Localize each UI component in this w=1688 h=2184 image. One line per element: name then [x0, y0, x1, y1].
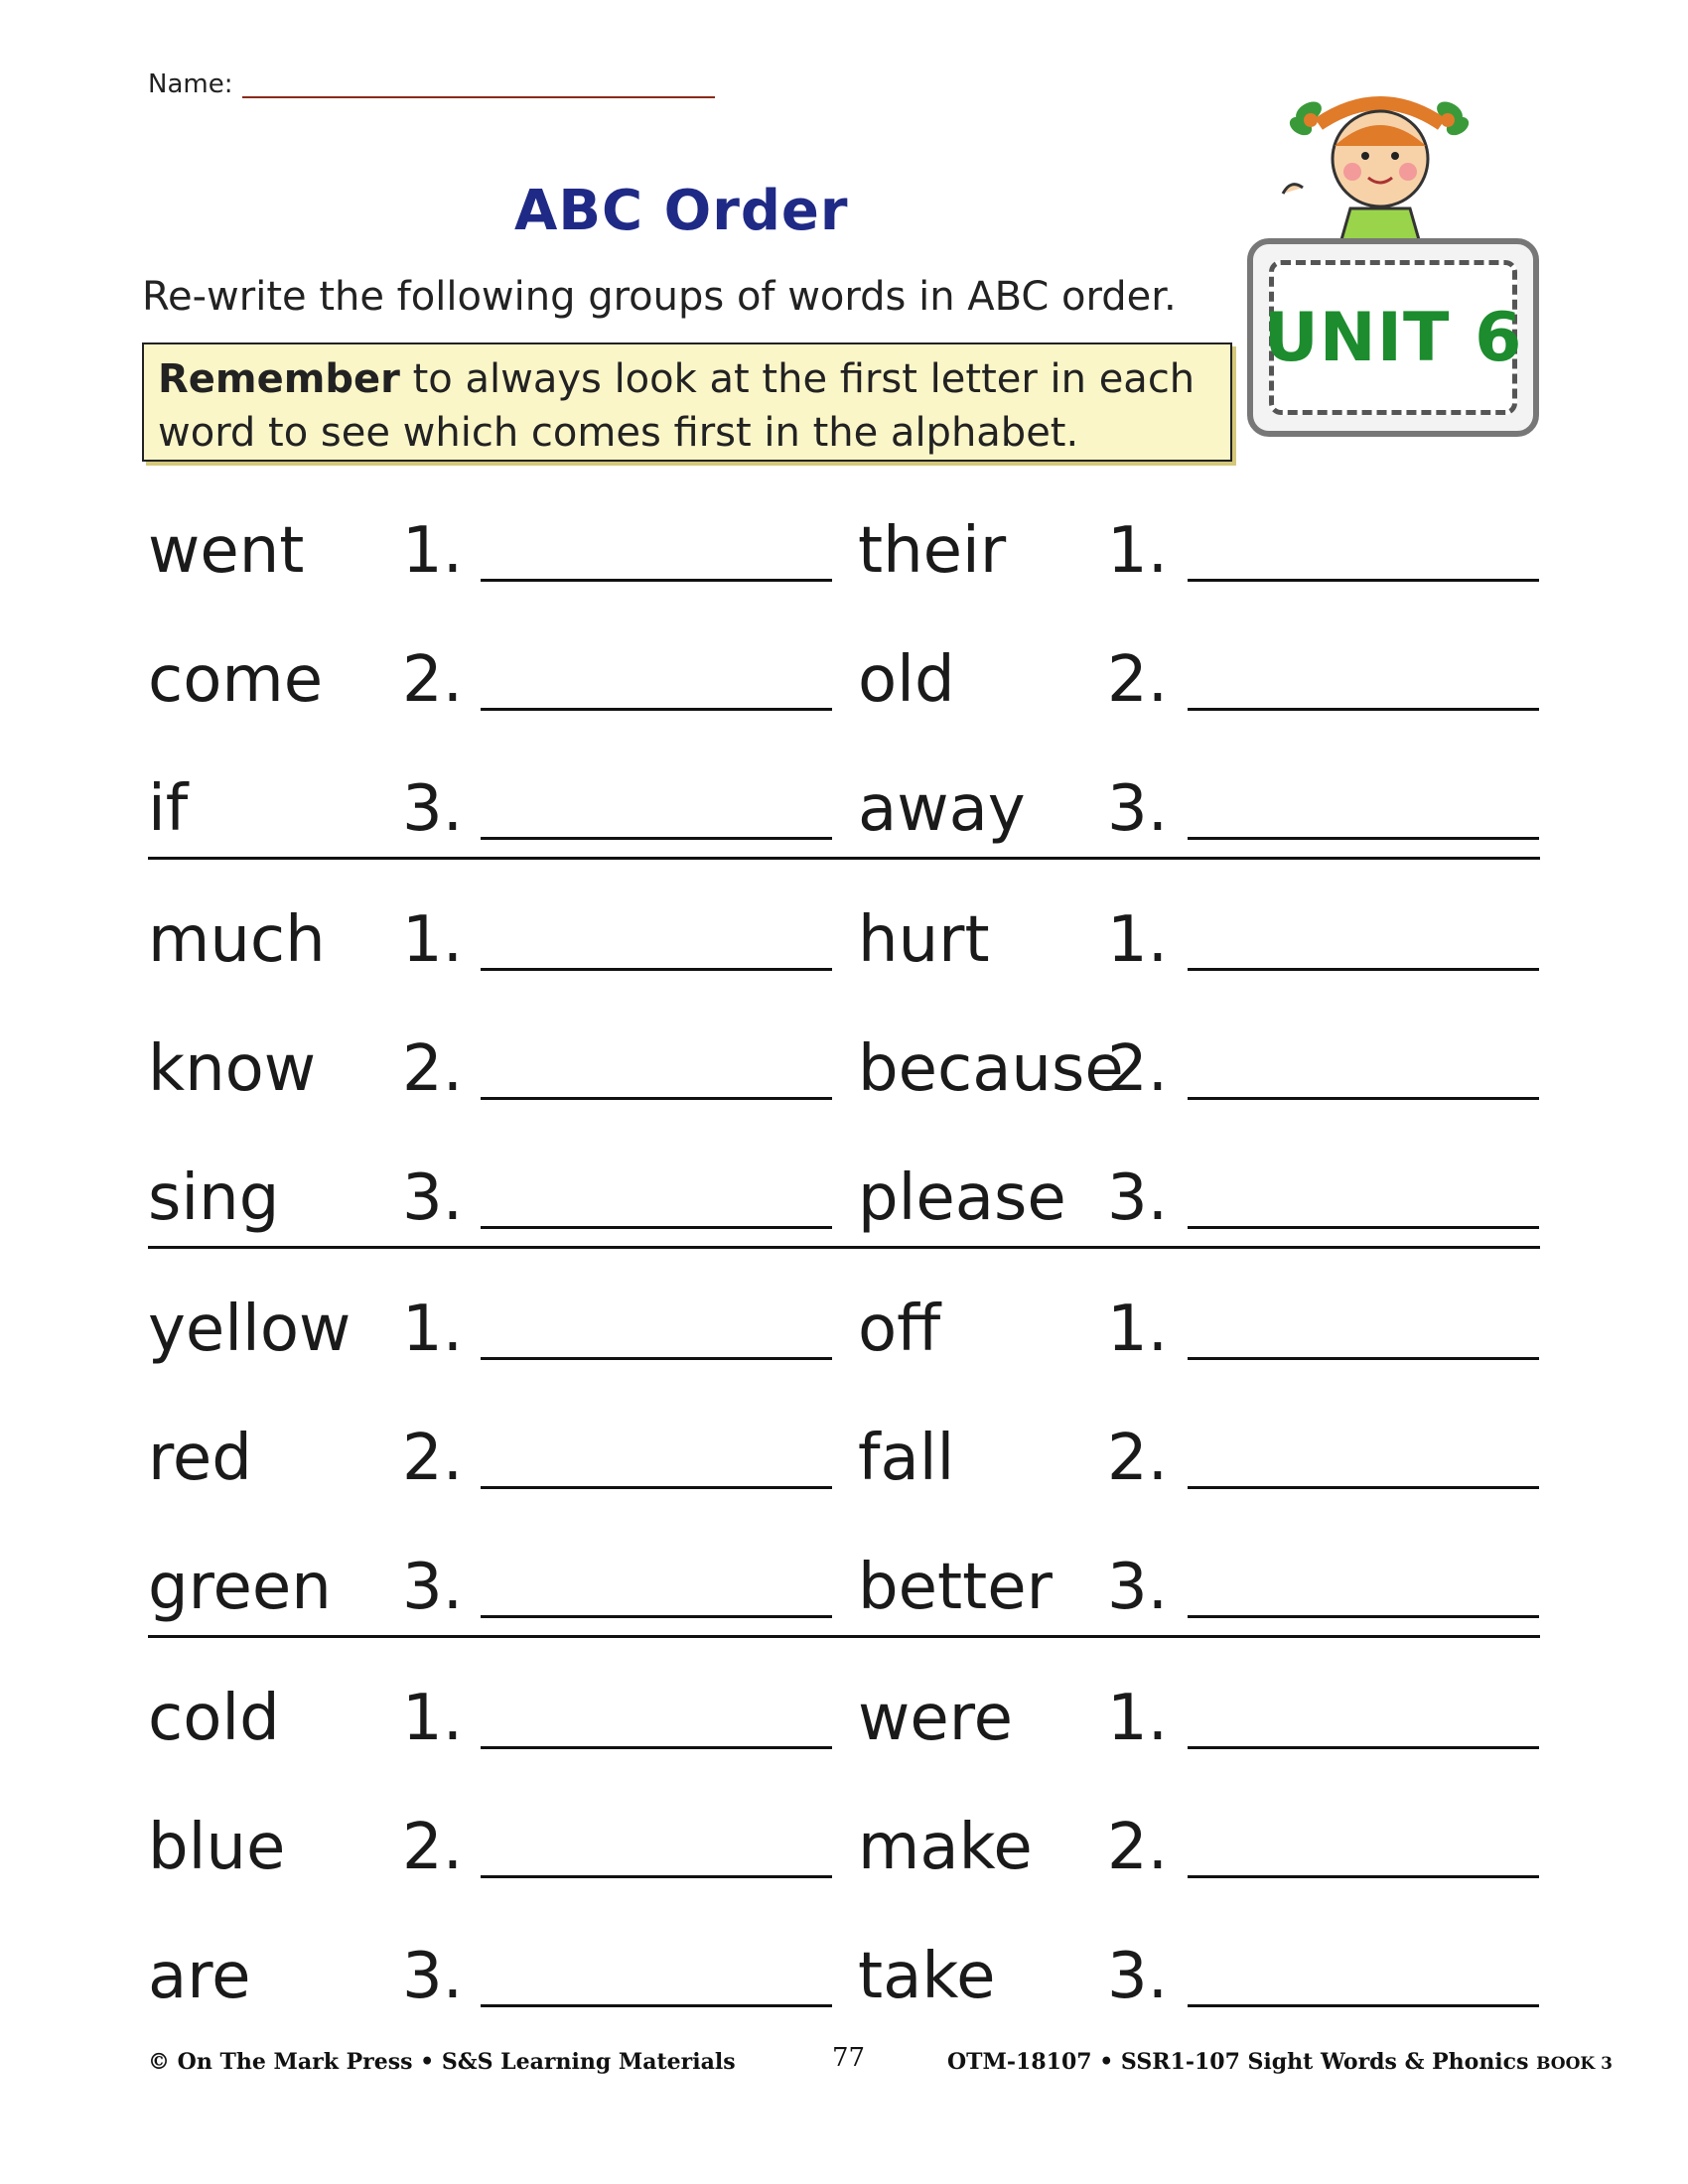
answer-number: 1.	[1107, 1293, 1169, 1366]
answer-number: 2.	[1107, 1422, 1169, 1495]
footer-book: BOOK 3	[1536, 2054, 1613, 2074]
word-right: take	[858, 1940, 996, 2013]
instruction-text: Re-write the following groups of words in ABC order.	[142, 274, 1177, 320]
unit-badge-text: UNIT 6	[1263, 298, 1523, 377]
answer-line[interactable]	[1188, 1033, 1539, 1100]
answer-line[interactable]	[481, 515, 832, 582]
word-right: off	[858, 1293, 941, 1366]
answer-line[interactable]	[1188, 773, 1539, 840]
answer-line[interactable]	[481, 1033, 832, 1100]
answer-number: 3.	[402, 1940, 464, 2013]
word-right: old	[858, 643, 955, 717]
answer-line[interactable]	[481, 1423, 832, 1489]
answer-line[interactable]	[481, 1683, 832, 1749]
word-left: red	[148, 1422, 252, 1495]
word-right: please	[858, 1161, 1066, 1235]
footer-product-code: OTM-18107 • SSR1-107 Sight Words & Phonics	[947, 2049, 1529, 2075]
answer-number: 3.	[1107, 1940, 1169, 2013]
answer-line[interactable]	[1188, 1294, 1539, 1360]
answer-number: 1.	[402, 903, 464, 977]
answer-line[interactable]	[1188, 644, 1539, 711]
girl-illustration	[1271, 84, 1489, 243]
footer-product	[947, 2049, 1613, 2075]
page-number: 77	[832, 2043, 866, 2073]
answer-line[interactable]	[481, 644, 832, 711]
word-left: went	[148, 514, 305, 588]
remember-text: to always look at the first letter in each word to see which comes first in the alphabet.	[158, 356, 1196, 456]
answer-number: 1.	[1107, 903, 1169, 977]
answer-number: 3.	[402, 1161, 464, 1235]
answer-line[interactable]	[1188, 1683, 1539, 1749]
answer-line[interactable]	[481, 1812, 832, 1878]
word-left: yellow	[148, 1293, 352, 1366]
word-left: come	[148, 643, 324, 717]
answer-number: 2.	[402, 643, 464, 717]
word-left: blue	[148, 1811, 286, 1884]
answer-line[interactable]	[1188, 1941, 1539, 2007]
answer-number: 3.	[402, 772, 464, 846]
answer-line[interactable]	[481, 1162, 832, 1229]
unit-badge	[1247, 238, 1539, 437]
answer-number: 1.	[402, 514, 464, 588]
answer-number: 1.	[402, 1682, 464, 1755]
remember-bold: Remember	[158, 356, 400, 402]
word-left: much	[148, 903, 326, 977]
word-right: away	[858, 772, 1026, 846]
answer-number: 3.	[1107, 1551, 1169, 1624]
answer-number: 2.	[402, 1422, 464, 1495]
answer-number: 1.	[1107, 1682, 1169, 1755]
word-right: make	[858, 1811, 1033, 1884]
answer-number: 3.	[1107, 772, 1169, 846]
answer-number: 1.	[1107, 514, 1169, 588]
answer-line[interactable]	[1188, 904, 1539, 971]
word-right: because	[858, 1032, 1124, 1106]
answer-number: 1.	[402, 1293, 464, 1366]
word-left: green	[148, 1551, 332, 1624]
answer-line[interactable]	[481, 1552, 832, 1618]
answer-number: 2.	[402, 1811, 464, 1884]
group-divider	[148, 1246, 1540, 1249]
answer-line[interactable]	[481, 1941, 832, 2007]
answer-number: 2.	[402, 1032, 464, 1106]
unit-badge-inner	[1263, 260, 1523, 415]
group-divider	[148, 857, 1540, 860]
word-right: hurt	[858, 903, 990, 977]
word-left: know	[148, 1032, 317, 1106]
answer-line[interactable]	[1188, 1162, 1539, 1229]
word-right: better	[858, 1551, 1053, 1624]
remember-callout	[142, 342, 1232, 462]
word-right: their	[858, 514, 1007, 588]
answer-line[interactable]	[481, 1294, 832, 1360]
word-left: are	[148, 1940, 251, 2013]
name-field[interactable]	[242, 96, 715, 98]
answer-line[interactable]	[1188, 515, 1539, 582]
page-title: ABC Order	[514, 179, 849, 243]
answer-line[interactable]	[1188, 1812, 1539, 1878]
name-label: Name:	[148, 69, 233, 99]
answer-number: 3.	[1107, 1161, 1169, 1235]
answer-number: 2.	[1107, 1032, 1169, 1106]
answer-number: 2.	[1107, 643, 1169, 717]
answer-line[interactable]	[481, 904, 832, 971]
answer-line[interactable]	[481, 773, 832, 840]
group-divider	[148, 1635, 1540, 1638]
word-left: cold	[148, 1682, 280, 1755]
word-right: were	[858, 1682, 1013, 1755]
word-left: if	[148, 772, 189, 846]
word-right: fall	[858, 1422, 955, 1495]
footer-copyright: © On The Mark Press • S&S Learning Materials	[148, 2049, 736, 2075]
word-left: sing	[148, 1161, 280, 1235]
answer-number: 3.	[402, 1551, 464, 1624]
answer-line[interactable]	[1188, 1423, 1539, 1489]
answer-line[interactable]	[1188, 1552, 1539, 1618]
answer-number: 2.	[1107, 1811, 1169, 1884]
